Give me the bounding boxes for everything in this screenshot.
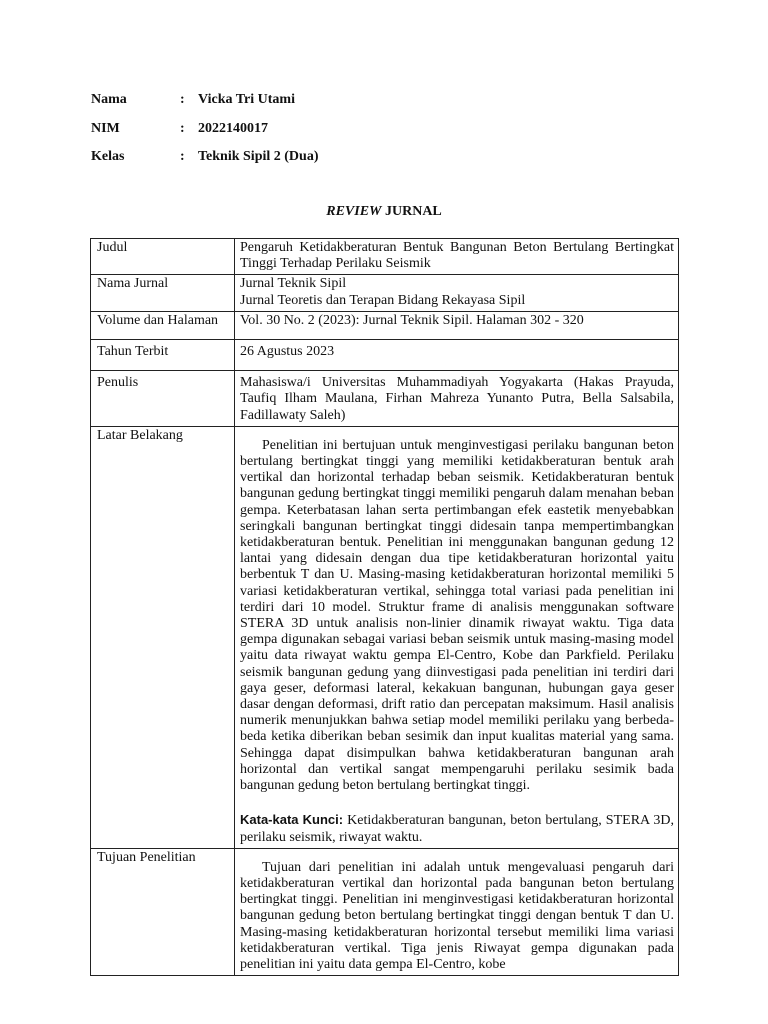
volume-value [235,311,679,339]
tujuan-value [235,848,679,975]
row-tujuan [91,848,679,975]
penulis-value: Mahasiswa/i Universitas Muhammadiyah Yogyakarta (Hakas Prayuda, Taufiq Ilham Maulana, Firhan Mahreza Yunanto Putra, Bella Salsabila, Fadillawaty Saleh) [235,371,679,427]
keywords-text: Ketidakberaturan bangunan, beton bertulang, STERA 3D, perilaku seismik, riwayat waktu. [240,813,675,845]
tujuan-paragraph: Tujuan dari penelitian ini adalah untuk mengevaluasi pengaruh dari ketidakberaturan vertikal dan horizontal pada bangunan beton bertulang bertingkat tinggi. Penelitian ini menginvestigasi ketidakberaturan horizontal bangunan gedung beton bertulang bertingkat tinggi dengan bentuk T dan U. Masing-masing ketidakberaturan horizontal tersebut memiliki lima variasi ketidakberaturan vertikal. Tiga jenis Riwayat gempa digunakan pada penelitian ini yaitu data gempa El-Centro, kobe [240,859,674,972]
keywords-line [240,812,674,845]
name-value: Vicka Tri Utami [198,92,295,107]
nim-label: NIM [91,120,120,136]
document-title [0,204,768,220]
row-penulis [91,371,679,427]
tujuan-label: Tujuan Penelitian [91,848,235,975]
tahun-value [235,340,679,371]
volume-label: Volume dan Halaman [91,311,235,339]
latar-paragraph: Penelitian ini bertujuan untuk menginvestigasi perilaku bangunan beton bertulang bertingkat tinggi yang memiliki ketidakberaturan bentuk arah vertikal dan horizontal terhadap beban seismik. Ketidakberaturan bentuk bangunan gedung bertingkat tinggi memiliki pengaruh dalam menahan beban gempa. Keterbatasan lahan serta pertimbangan efek eastetik menyebabkan seringkali bangunan bertingkat tinggi didesain tanpa mempertimbangkan ketidakberaturan bentuk. Penelitian ini menggunakan bangunan gedung 12 lantai yang didesain dengan dua tipe ketidakberaturan horizontal yaitu berbentuk T dan U. Masing-masing ketidakberaturan horizontal memiliki 5 variasi ketidakberaturan vertikal, sehingga total variasi pada penelitian ini terdiri dari 10 model. Struktur frame di analisis menggunakan software STERA 3D untuk analisis non-linier dinamik riwayat waktu. Tiga data gempa digunakan sebagai variasi beban seismik untuk masing-masing model yaitu data riwayat waktu gempa El-Centro, Kobe dan Parkfield. Perilaku seismik bangunan gedung yang diinvestigasi pada penelitian ini terdiri dari gaya geser, deformasi lateral, kekakuan bangunan, hubungan gaya geser dasar dengan deformasi, drift ratio dan percepatan maksimum. Hasil analisis numerik menunjukkan bahwa setiap model memiliki perilaku yang berbeda-beda ketika diberikan beban sesimik dan input kualitas material yang sama. Sehingga dapat disimpulkan bahwa ketidakberaturan bangunan arah horizontal dan vertikal sangat mempengaruhi perilaku sesimik bada bangunan gedung beton bertulang bertingkat tinggi. [240,437,674,794]
keywords-label: Kata-kata Kunci: [240,812,344,828]
row-latar-belakang [91,426,679,848]
row-judul [91,239,679,275]
nim-value: 2022140017 [198,120,268,136]
tahun-label: Tahun Terbit [91,340,235,371]
kelas-label: Kelas [91,149,125,164]
review-table [90,238,679,976]
penulis-label: Penulis [91,371,235,427]
name-label: Nama [91,92,127,107]
nim-colon: : [180,120,185,136]
nama-jurnal-value [235,275,679,311]
volume-text: Vol. 30 No. 2 (2023): Jurnal Teknik Sipil. Halaman 302 - 320 [240,312,584,328]
nama-jurnal-line1: Jurnal Teknik Sipil [240,276,347,292]
kelas-colon: : [180,149,185,164]
nama-jurnal-label: Nama Jurnal [91,275,235,311]
latar-value [235,426,679,848]
row-volume [91,311,679,339]
row-nama-jurnal [91,275,679,311]
nama-jurnal-line2: Jurnal Teoretis dan Terapan Bidang Rekayasa Sipil [240,292,526,308]
tahun-text: 26 Agustus 2023 [240,344,335,360]
name-colon: : [180,92,185,107]
latar-spacer [240,794,674,812]
title-italic-part: REVIEW [326,204,382,219]
judul-label: Judul [91,239,235,275]
kelas-value: Teknik Sipil 2 (Dua) [198,149,319,164]
latar-label: Latar Belakang [91,426,235,848]
title-rest-part: JURNAL [381,204,442,219]
judul-value: Pengaruh Ketidakberaturan Bentuk Bangunan Beton Bertulang Bertingkat Tinggi Terhadap Perilaku Seismik [235,239,679,275]
row-tahun [91,340,679,371]
